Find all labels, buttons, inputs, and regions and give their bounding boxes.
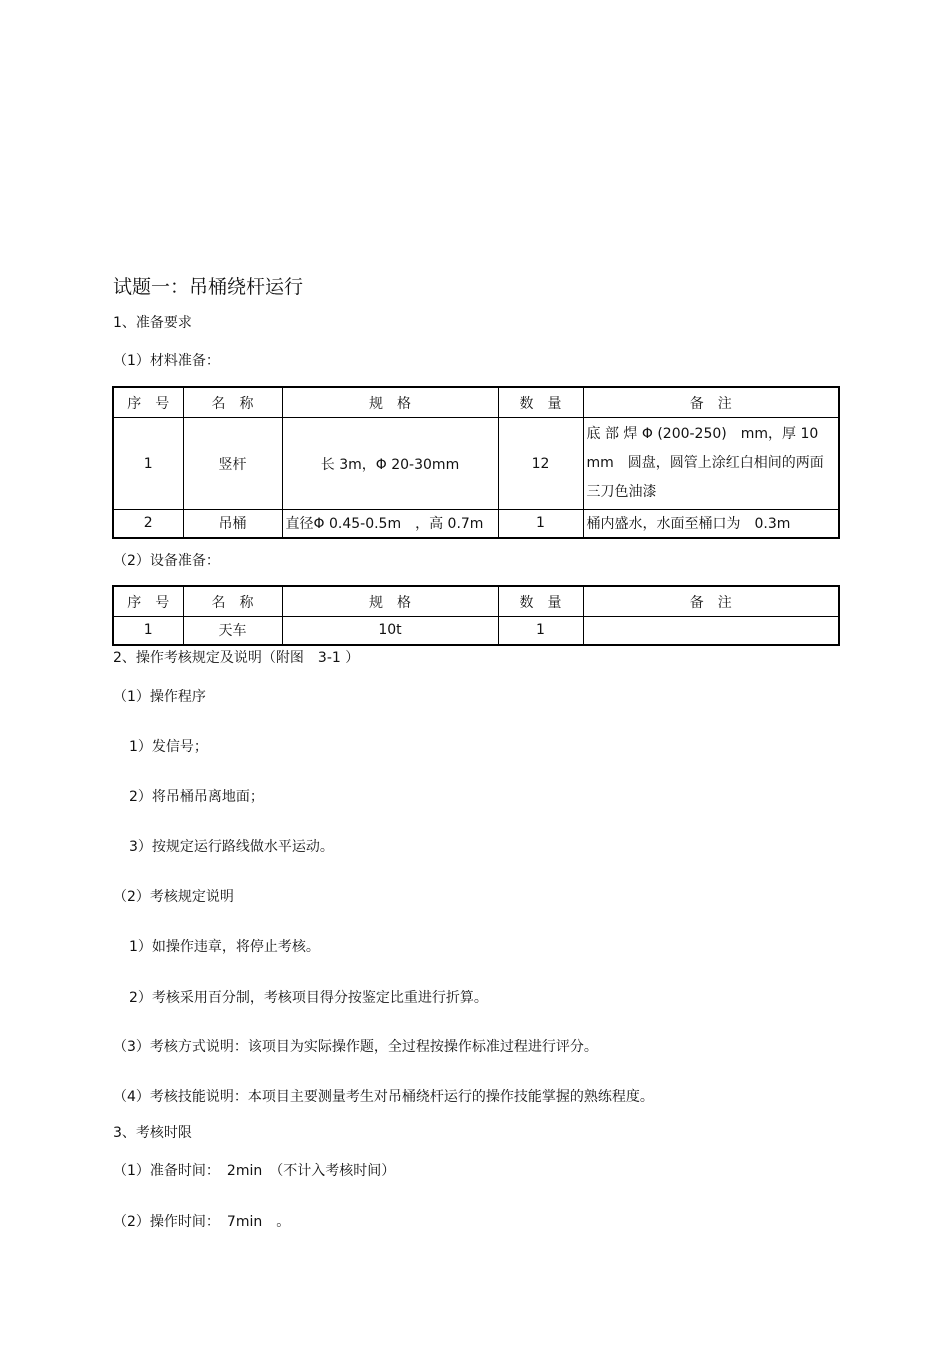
cell-qty: 1 — [498, 510, 583, 538]
table-header-row — [113, 586, 839, 617]
assessment-rule-2: 2）考核采用百分制，考核项目得分按鉴定比重进行折算。 — [129, 990, 488, 1006]
cell-name: 天车 — [183, 617, 282, 645]
cell-no: 1 — [113, 617, 183, 645]
cell-spec: 长 3m，Φ 20-30mm — [282, 418, 498, 510]
preparation-time: （1）准备时间： 2min （不计入考核时间） — [113, 1163, 396, 1179]
equipment-table — [112, 585, 840, 646]
materials-table — [112, 386, 840, 539]
subsection-assessment-rules: （2）考核规定说明 — [113, 889, 234, 905]
page-title: 试题一：吊桶绕杆运行 — [113, 276, 304, 298]
header-name: 名 称 — [183, 586, 282, 617]
assessment-method: （3）考核方式说明：该项目为实际操作题，全过程按操作标准过程进行评分。 — [113, 1039, 598, 1055]
subsection-procedure: （1）操作程序 — [113, 689, 206, 705]
subsection-material-preparation: （1）材料准备： — [113, 353, 220, 369]
header-no: 序 号 — [113, 387, 183, 418]
procedure-step-1: 1）发信号； — [129, 739, 208, 755]
table-header-row — [113, 387, 839, 418]
section-heading-time-limit: 3、考核时限 — [113, 1125, 192, 1141]
cell-name: 竖杆 — [183, 418, 282, 510]
header-qty: 数 量 — [498, 387, 583, 418]
section-heading-preparation: 1、准备要求 — [113, 315, 192, 331]
assessment-skill: （4）考核技能说明：本项目主要测量考生对吊桶绕杆运行的操作技能掌握的熟练程度。 — [113, 1089, 654, 1105]
section-heading-rules: 2、操作考核规定及说明（附图 3-1 ） — [113, 650, 360, 666]
subsection-equipment-preparation: （2）设备准备： — [113, 553, 220, 569]
cell-note: 桶内盛水，水面至桶口为 0.3m — [583, 510, 839, 538]
cell-qty: 12 — [498, 418, 583, 510]
operation-time: （2）操作时间： 7min 。 — [113, 1214, 291, 1230]
cell-spec: 10t — [282, 617, 498, 645]
header-name: 名 称 — [183, 387, 282, 418]
cell-spec: 直径Φ 0.45-0.5m ，高 0.7m — [282, 510, 498, 538]
cell-name: 吊桶 — [183, 510, 282, 538]
header-spec: 规 格 — [282, 387, 498, 418]
header-no: 序 号 — [113, 586, 183, 617]
cell-qty: 1 — [498, 617, 583, 645]
header-qty: 数 量 — [498, 586, 583, 617]
header-spec: 规 格 — [282, 586, 498, 617]
header-note: 备 注 — [583, 387, 839, 418]
assessment-rule-1: 1）如操作违章，将停止考核。 — [129, 939, 320, 955]
cell-note — [583, 617, 839, 645]
procedure-step-2: 2）将吊桶吊离地面； — [129, 789, 264, 805]
cell-no: 2 — [113, 510, 183, 538]
table-row — [113, 418, 839, 510]
table-row — [113, 617, 839, 645]
header-note: 备 注 — [583, 586, 839, 617]
table-row — [113, 510, 839, 538]
cell-note: 底 部 焊 Φ (200-250) mm，厚 10 mm 圆盘，圆管上涂红白相间的两面三刀色油漆 — [583, 418, 839, 510]
procedure-step-3: 3）按规定运行路线做水平运动。 — [129, 839, 334, 855]
cell-no: 1 — [113, 418, 183, 510]
